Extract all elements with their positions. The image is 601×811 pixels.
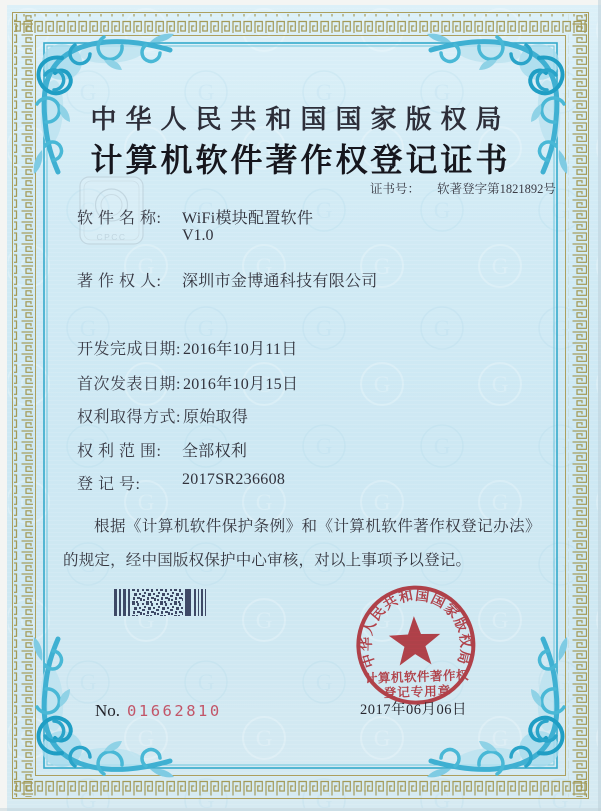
field-rights-scope (77, 438, 247, 461)
field-copyright-owner (77, 268, 378, 291)
emboss-text: CPCC (96, 232, 127, 242)
seal-line2: 登记专用章 (383, 683, 452, 701)
field-acquisition-method (77, 404, 248, 427)
seal-star-icon (388, 615, 441, 666)
field-label: 权 利 范 围: (77, 443, 162, 460)
field-registration-number (77, 471, 285, 494)
field-label: 登 记 号: (77, 476, 141, 493)
barcode-image (114, 589, 207, 617)
field-value: 原始取得 (182, 409, 249, 426)
field-label: 著 作 权 人: (77, 273, 162, 290)
field-value: WiFi模块配置软件 (182, 210, 314, 227)
seal-line1: 计算机软件著作权 (364, 668, 470, 686)
field-software-name (77, 205, 313, 228)
field-value: 深圳市金博通科技有限公司 (182, 273, 378, 290)
field-first-publication-date (77, 371, 298, 394)
field-software-version: V1.0 (182, 227, 214, 244)
field-value: 2016年10月11日 (182, 341, 298, 358)
serial-number: 01662810 (127, 702, 222, 720)
field-label: 首次发表日期: (77, 376, 181, 393)
certificate-number-line (370, 179, 556, 197)
seal-ring-text: 中华人民共和国国家版权局 (359, 588, 473, 670)
field-value: 2017SR236608 (182, 471, 286, 488)
field-value: 全部权利 (182, 443, 248, 460)
serial-number-line (95, 701, 222, 721)
issue-date: 2017年06月06日 (360, 702, 467, 718)
field-value: 2016年10月15日 (182, 376, 299, 393)
field-label: 开发完成日期: (77, 341, 181, 358)
certificate-number-value: 软著登字第1821892号 (437, 182, 556, 196)
certificate-title: 计算机软件著作权登记证书 (90, 142, 511, 178)
field-label: 软 件 名 称: (77, 210, 162, 227)
certificate-number-label: 证书号： (370, 182, 421, 196)
registration-statement: 根据《计算机软件保护条例》和《计算机软件著作权登记办法》的规定，经中国版权保护中心审核，对以上事项予以登记。 (63, 518, 533, 569)
field-label: 权利取得方式: (77, 409, 181, 426)
field-completion-date (77, 336, 298, 359)
serial-prefix: No. (95, 701, 121, 720)
authority-title: 中华人民共和国国家版权局 (90, 105, 511, 134)
